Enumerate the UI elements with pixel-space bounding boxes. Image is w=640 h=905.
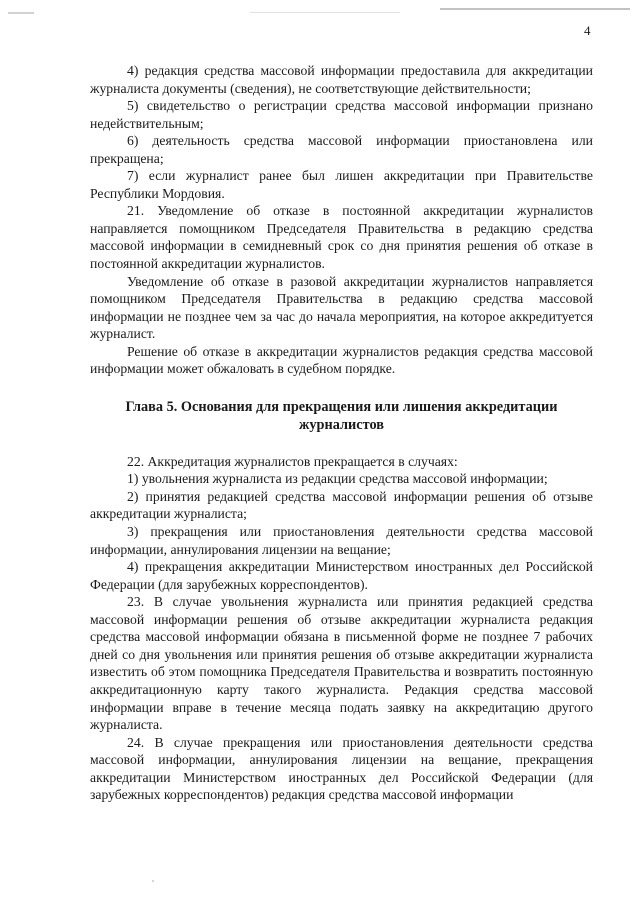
scan-artifact: [250, 12, 400, 13]
list-item: 6) деятельность средства массовой информации приостановлена или прекращена;: [90, 133, 593, 166]
list-item: 1) увольнения журналиста из редакции средства массовой информации;: [127, 471, 548, 487]
clause-paragraph: Решение об отказе в аккредитации журналистов редакция средства массовой информации может обжаловать в судебном порядке.: [90, 343, 593, 377]
clause-paragraph: Уведомление об отказе в разовой аккредитации журналистов направляется помощником Председателя Правительства в редакцию средства массовой информации не позднее чем за час до начала мероприятия, на которое аккредитуется журналист.: [90, 273, 593, 342]
clause-paragraph: 24. В случае прекращения или приостановления деятельности средства массовой информации, аннулирования лицензии на вещание, прекращения аккредитации Министерством иностранных дел Российской Федерации (для зарубежных корреспондентов) редакция средства массовой информации: [90, 734, 593, 803]
list-item: 3) прекращения или приостановления деятельности средства массовой информации, аннулирования лицензии на вещание;: [90, 524, 593, 557]
scan-artifact: [8, 12, 34, 14]
clause-paragraph: 23. В случае увольнения журналиста или принятия редакцией средства массовой информации решения об отзыве аккредитации журналиста редакция средства массовой информации обязана в письменной форме не позднее 7 рабочих дней со дня увольнения или принятия решения об отзыве аккредитации журналиста известить об этом помощника Председателя Правительства и возвратить постоянную аккредитационную карту такого журналиста. Редакция средства массовой информации вправе в течение месяца подать заявку на аккредитацию другого журналиста.: [90, 594, 593, 733]
scan-speck: [152, 880, 154, 882]
paragraph-group-top: [90, 62, 593, 378]
document-body: [90, 62, 593, 804]
list-item: 4) прекращения аккредитации Министерством иностранных дел Российской Федерации (для зарубежных корреспондентов).: [90, 559, 593, 592]
chapter-heading: Глава 5. Основания для прекращения или лишения аккредитации журналистов: [125, 398, 558, 433]
list-item: 7) если журналист ранее был лишен аккредитации при Правительстве Республики Мордовия.: [90, 168, 593, 201]
paragraph-group-bottom: [90, 453, 593, 804]
page-number: 4: [584, 23, 591, 38]
scan-artifact: [440, 8, 630, 10]
clause-paragraph: 21. Уведомление об отказе в постоянной аккредитации журналистов направляется помощником Председателя Правительства в редакцию средства массовой информации в семидневный срок со дня принятия решения об отказе в постоянной аккредитации журналистов.: [90, 203, 593, 272]
list-item: 4) редакция средства массовой информации предоставила для аккредитации журналиста документы (сведения), не соответствующие действительности;: [90, 63, 593, 96]
list-item: 5) свидетельство о регистрации средства массовой информации признано недействительным;: [90, 98, 593, 131]
clause-paragraph: 22. Аккредитация журналистов прекращается в случаях:: [127, 453, 458, 469]
list-item: 2) принятия редакцией средства массовой информации решения об отзыве аккредитации журналиста;: [90, 488, 593, 522]
